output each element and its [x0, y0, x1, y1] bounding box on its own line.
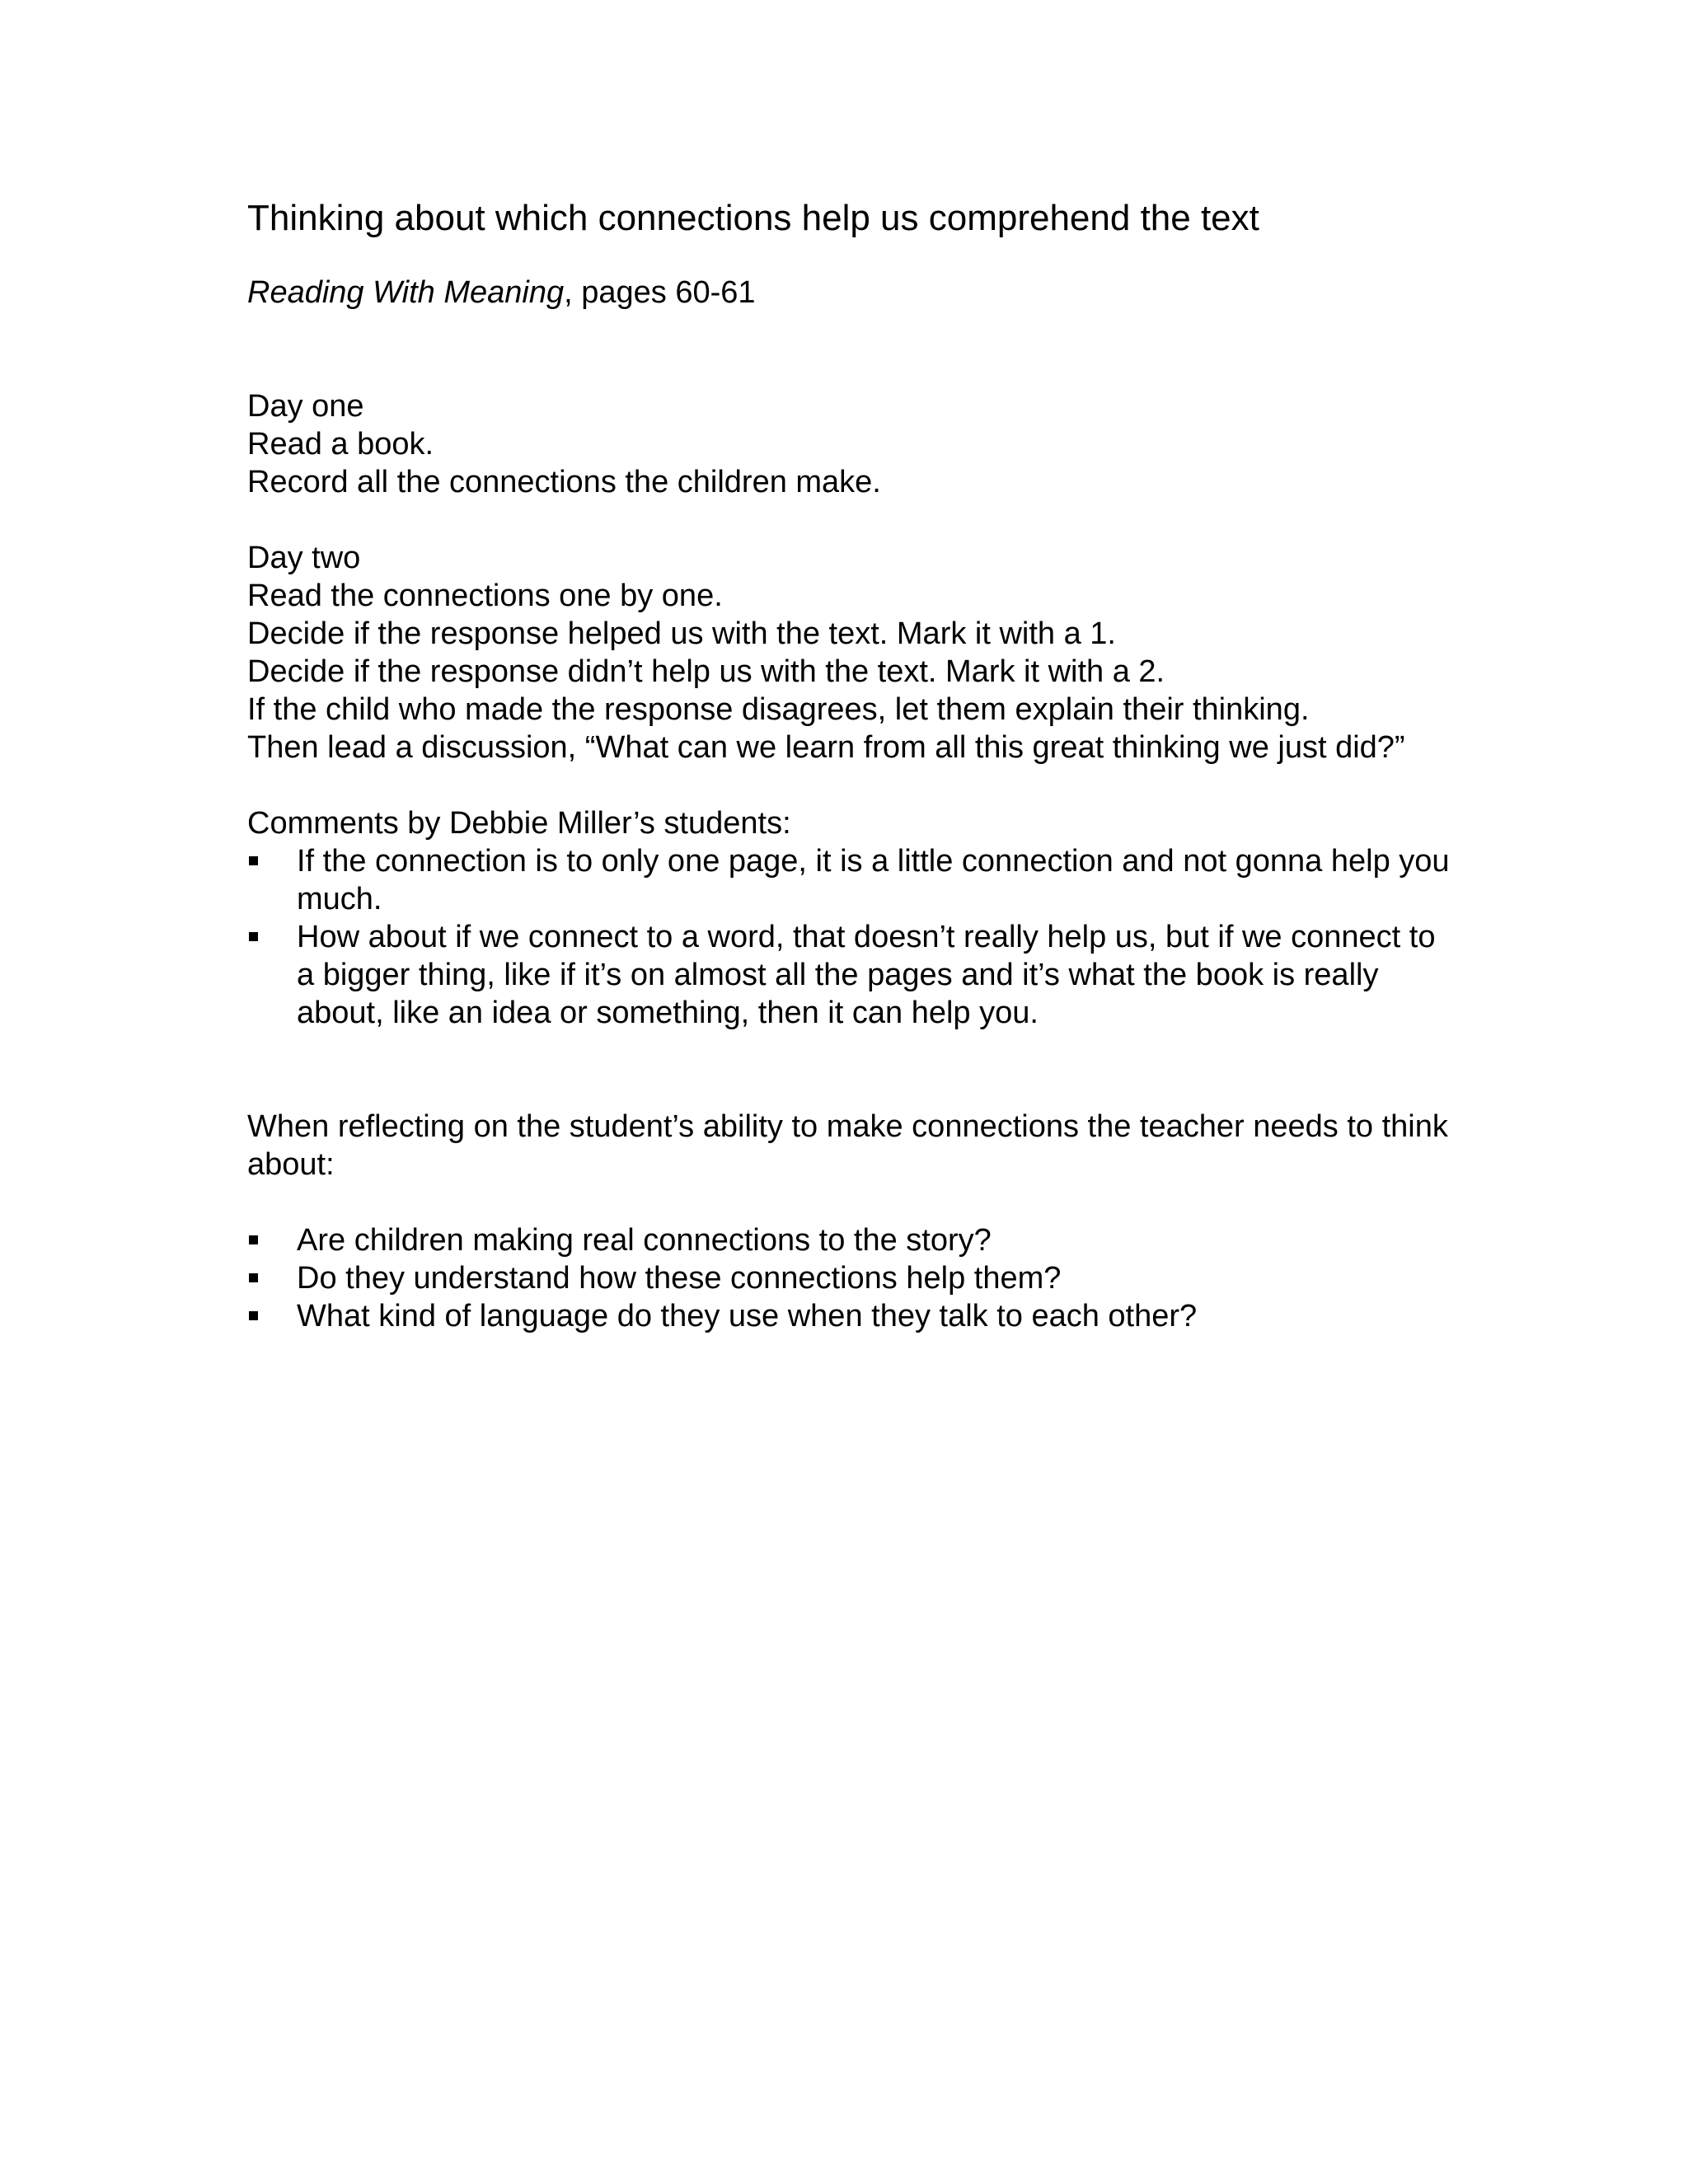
document-content	[247, 196, 1451, 1335]
day-two-step: Decide if the response helped us with the text. Mark it with a 1.	[247, 616, 1116, 651]
comments-list	[247, 842, 1451, 1032]
list-item	[247, 1221, 1451, 1259]
day-one-step: Read a book.	[247, 427, 434, 462]
list-item	[247, 1259, 1451, 1297]
list-item	[247, 918, 1451, 1032]
day-two-step: Then lead a discussion, “What can we learn from all this great thinking we just did?”	[247, 730, 1405, 765]
book-pages: , pages 60-61	[564, 275, 756, 310]
comments-heading: Comments by Debbie Miller’s students:	[247, 806, 791, 841]
reflection-question: Do they understand how these connections help them?	[297, 1261, 1062, 1296]
document-title: Thinking about which connections help us comprehend the text	[247, 198, 1259, 238]
day-two-step: Decide if the response didn’t help us with the text. Mark it with a 2.	[247, 654, 1165, 689]
day-two-heading: Day two	[247, 541, 361, 575]
reflection-intro: When reflecting on the student’s ability to make connections the teacher needs to think about:	[247, 1109, 1448, 1182]
comment-text: If the connection is to only one page, it is a little connection and not gonna help you much.	[297, 844, 1450, 916]
day-one-step: Record all the connections the children make.	[247, 465, 881, 499]
book-reference	[247, 274, 1451, 312]
reflection-list	[247, 1221, 1451, 1335]
reflection-question: Are children making real connections to the story?	[297, 1223, 992, 1258]
day-two-step: Read the connections one by one.	[247, 579, 723, 613]
square-bullet-icon	[249, 1235, 258, 1244]
day-two-section	[247, 539, 1451, 766]
reflection-question: What kind of language do they use when they talk to each other?	[297, 1299, 1198, 1333]
day-one-heading: Day one	[247, 389, 364, 424]
square-bullet-icon	[249, 932, 258, 941]
square-bullet-icon	[249, 1311, 258, 1320]
list-item	[247, 1297, 1451, 1335]
square-bullet-icon	[249, 1273, 258, 1282]
comment-text: How about if we connect to a word, that doesn’t really help us, but if we connect to a bigger thing, like if it’s on almost all the pages and it’s what the book is really about, like an idea or something, then it can help you.	[297, 920, 1436, 1030]
day-one-section	[247, 387, 1451, 501]
list-item	[247, 842, 1451, 918]
reflection-section	[247, 1108, 1451, 1335]
student-comments-section	[247, 804, 1451, 1032]
square-bullet-icon	[249, 856, 258, 865]
book-title: Reading With Meaning	[247, 275, 565, 310]
day-two-step: If the child who made the response disagrees, let them explain their thinking.	[247, 692, 1310, 727]
